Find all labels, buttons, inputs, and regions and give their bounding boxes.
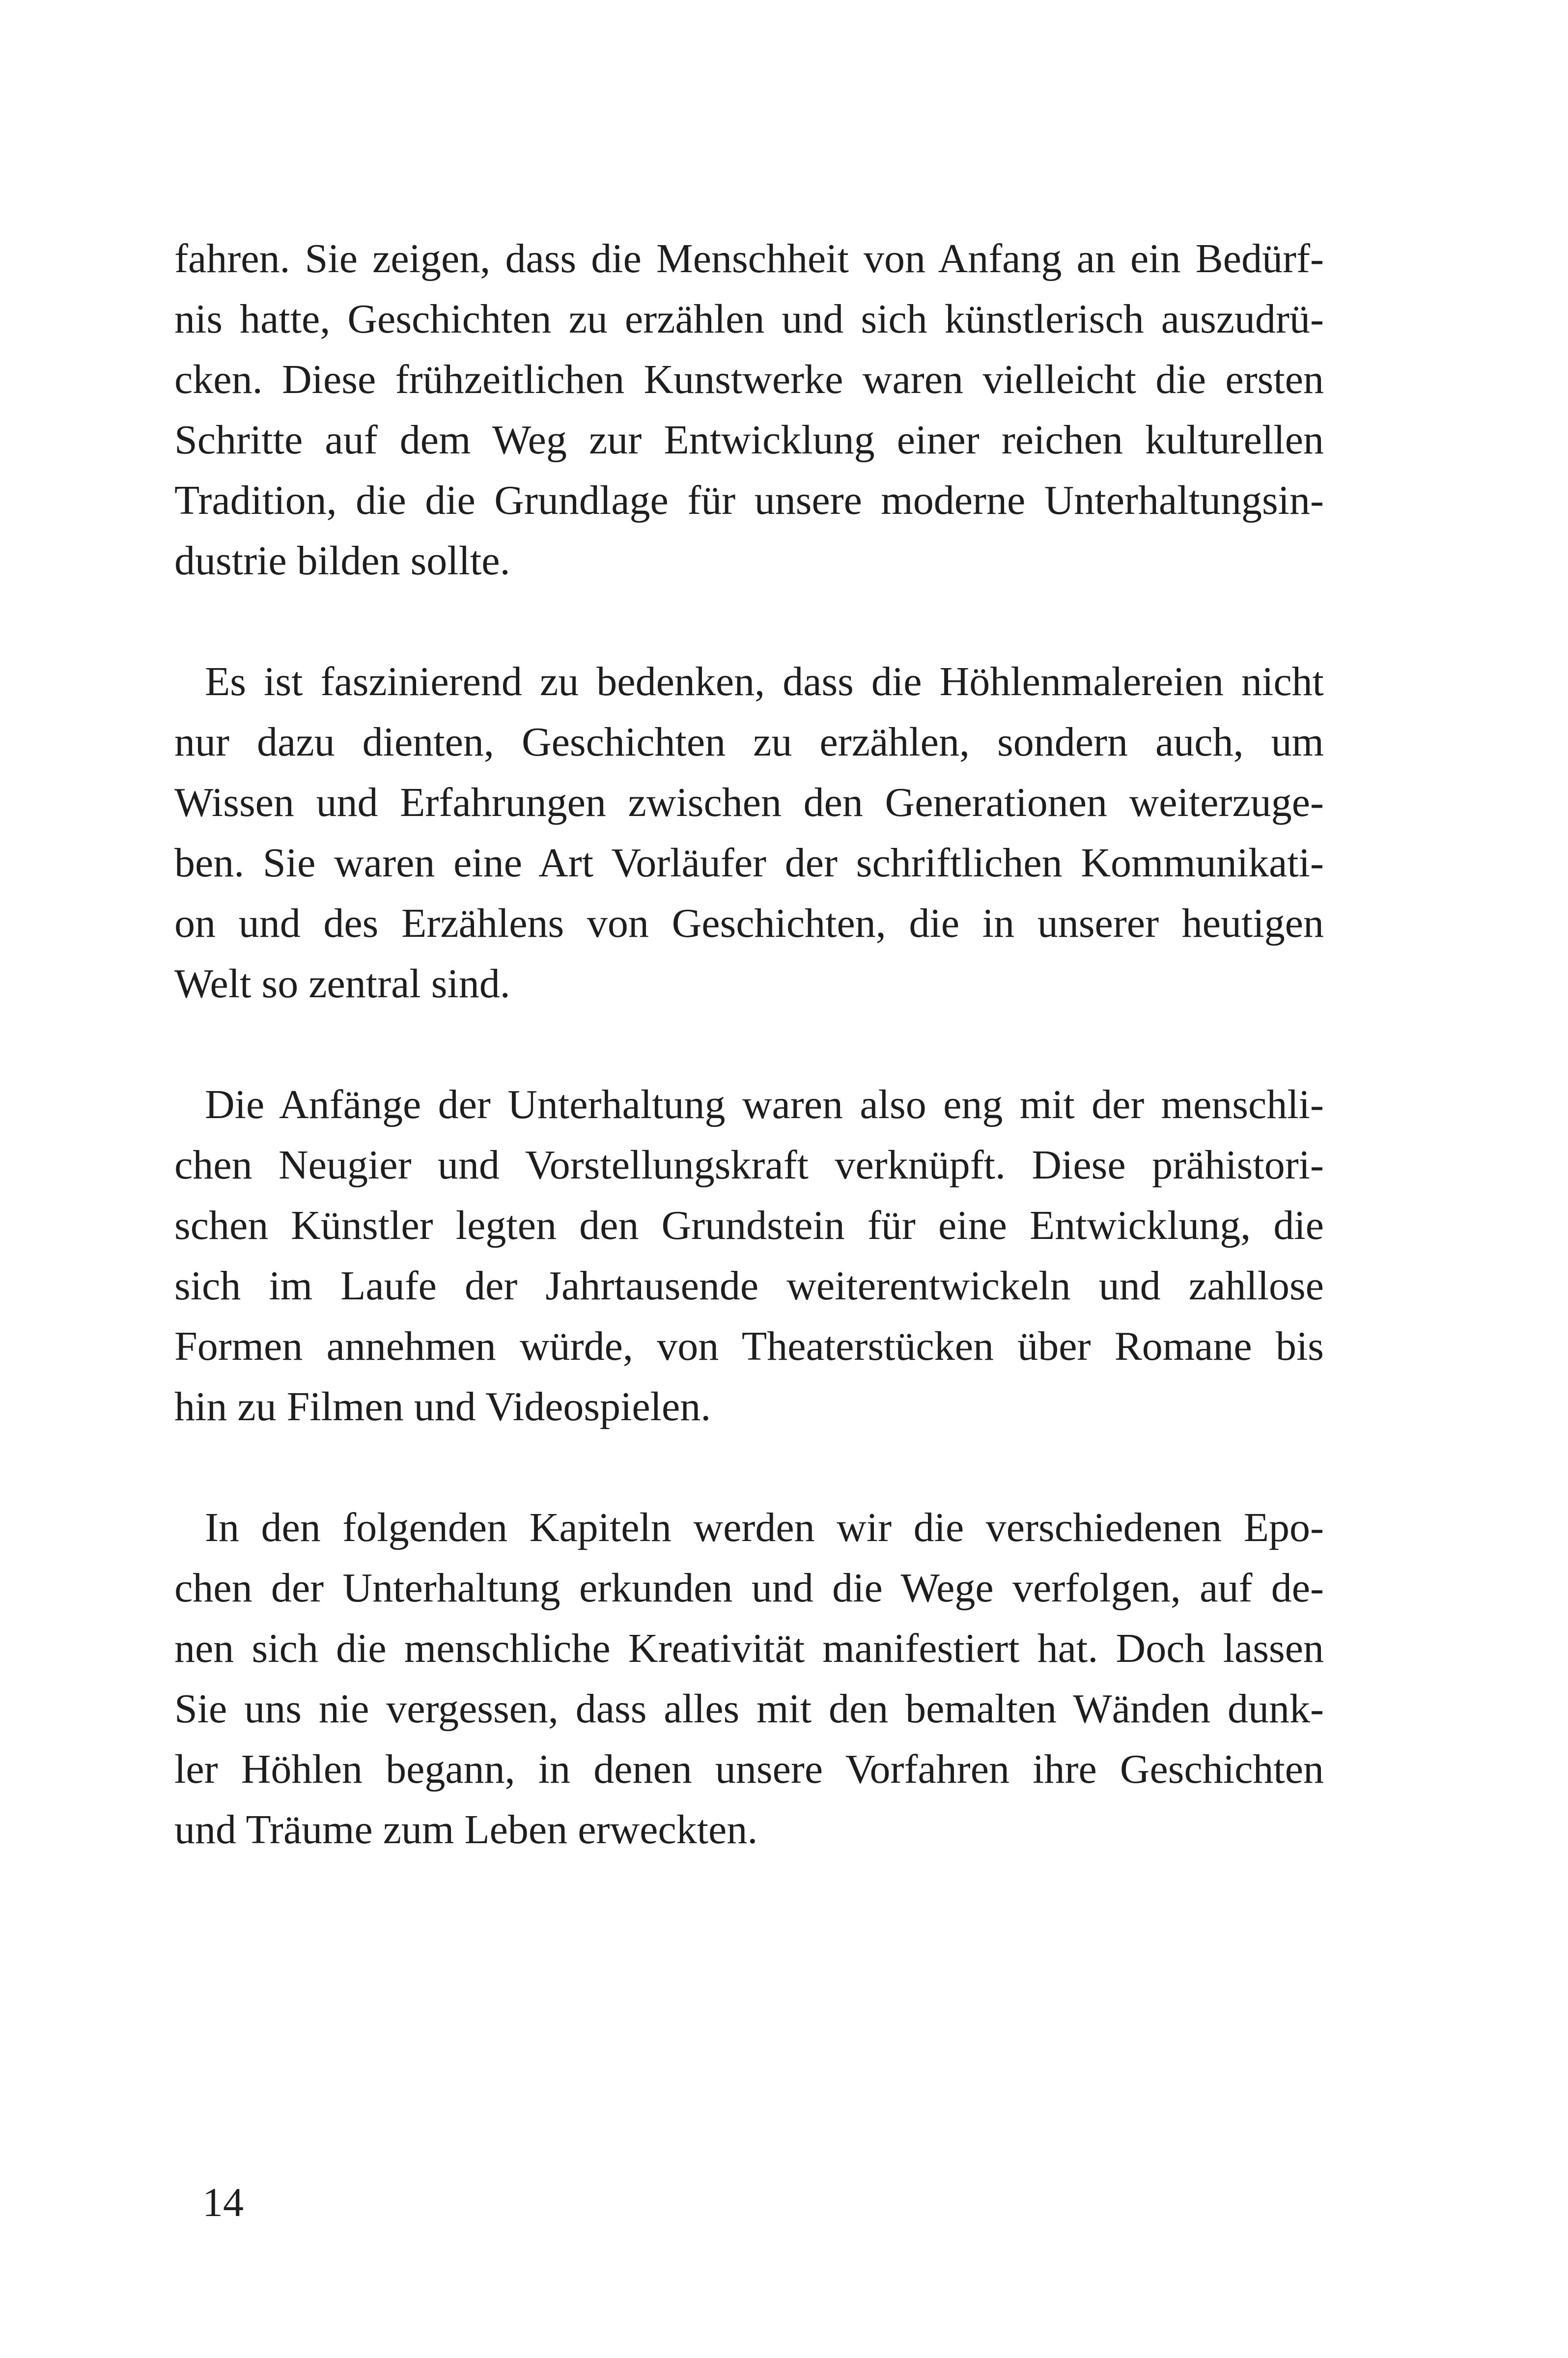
text-line: chen der Unterhaltung erkunden und die Wege verfolgen, auf de-	[174, 1565, 1324, 1611]
text-line: fahren. Sie zeigen, dass die Menschheit von Anfang an ein Bedürf-	[174, 236, 1324, 281]
text-line: Wissen und Erfahrungen zwischen den Generationen weiterzuge-	[174, 780, 1324, 825]
page-number: 14	[202, 2180, 244, 2225]
text-line: schen Künstler legten den Grundstein für eine Entwicklung, die	[174, 1203, 1324, 1248]
text-line: Schritte auf dem Weg zur Entwicklung einer reichen kulturellen	[174, 417, 1324, 463]
text-line: nis hatte, Geschichten zu erzählen und sich künstlerisch auszudrü-	[174, 296, 1324, 342]
text-line: In den folgenden Kapiteln werden wir die verschiedenen Epo-	[205, 1505, 1324, 1550]
body-text	[174, 228, 1324, 1920]
text-line: ben. Sie waren eine Art Vorläufer der schriftlichen Kommunikati-	[174, 840, 1324, 886]
text-line: nur dazu dienten, Geschichten zu erzählen, sondern auch, um	[174, 719, 1324, 765]
paragraph-3	[174, 1074, 1324, 1437]
text-line: und Träume zum Leben erweckten.	[174, 1807, 758, 1853]
text-line: Formen annehmen würde, von Theaterstücken über Romane bis	[174, 1323, 1324, 1369]
text-line: dustrie bilden sollte.	[174, 538, 510, 584]
paragraph-2	[174, 651, 1324, 1014]
text-line: sich im Laufe der Jahrtausende weiterentwickeln und zahllose	[174, 1263, 1324, 1309]
text-line: Sie uns nie vergessen, dass alles mit den bemalten Wänden dunk-	[174, 1686, 1324, 1732]
text-line: Tradition, die die Grundlage für unsere moderne Unterhaltungsin-	[174, 477, 1324, 523]
paragraph-4	[174, 1497, 1324, 1860]
text-line: nen sich die menschliche Kreativität manifestiert hat. Doch lassen	[174, 1626, 1324, 1671]
text-line: hin zu Filmen und Videospielen.	[174, 1384, 711, 1430]
text-line: cken. Diese frühzeitlichen Kunstwerke waren vielleicht die ersten	[174, 357, 1324, 402]
paragraph-1	[174, 228, 1324, 591]
text-line: ler Höhlen begann, in denen unsere Vorfahren ihre Geschichten	[174, 1746, 1324, 1792]
text-line: chen Neugier und Vorstellungskraft verknüpft. Diese prähistori-	[174, 1142, 1324, 1188]
text-line: Welt so zentral sind.	[174, 961, 510, 1007]
text-line: on und des Erzählens von Geschichten, die in unserer heutigen	[174, 900, 1324, 946]
text-line: Es ist faszinierend zu bedenken, dass die Höhlenmalereien nicht	[205, 659, 1324, 704]
text-line: Die Anfänge der Unterhaltung waren also eng mit der menschli-	[205, 1082, 1324, 1127]
